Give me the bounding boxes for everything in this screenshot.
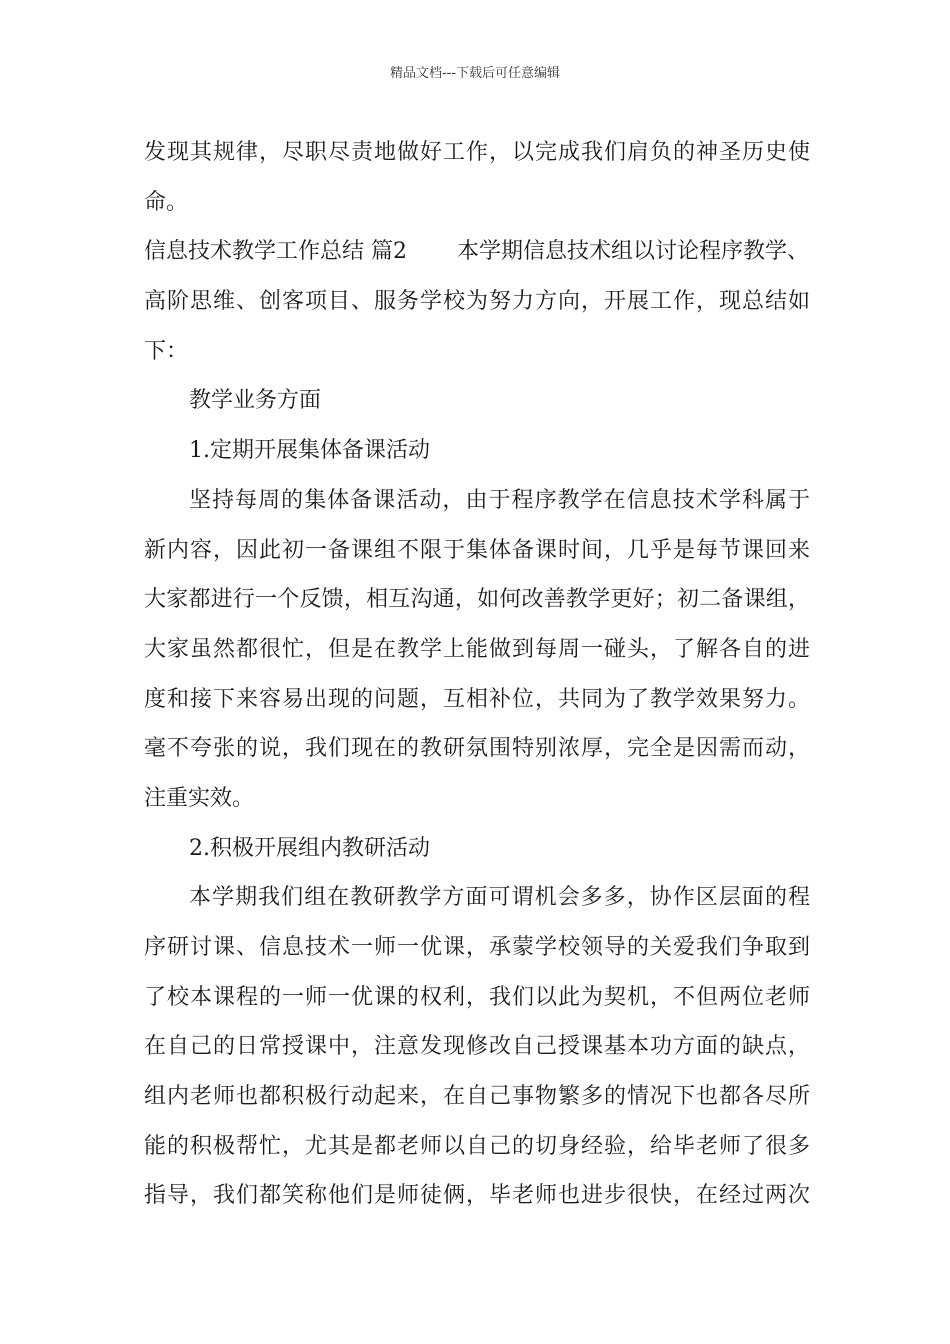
subheading: 2.积极开展组内教研活动 (189, 835, 430, 861)
paragraph-line: 坚持每周的集体备课活动，由于程序教学在信息技术学科属于 (189, 487, 810, 513)
section-title: 信息技术教学工作总结 篇2 (144, 239, 407, 265)
paragraph-line: 序研讨课、信息技术一师一优课，承蒙学校领导的关爱我们争取到 (144, 935, 810, 960)
paragraph-line: 度和接下来容易出现的问题，互相补位，共同为了教学效果努力。 (144, 686, 810, 712)
paragraph-line: 能的积极帮忙，尤其是都老师以自己的切身经验，给毕老师了很多 (144, 1133, 810, 1159)
paragraph-line: 指导，我们都笑称他们是师徒俩，毕老师也进步很快，在经过两次 (144, 1183, 810, 1209)
section-heading-line (144, 227, 810, 277)
paragraph-line: 新内容，因此初一备课组不限于集体备课时间，几乎是每节课回来 (144, 537, 810, 563)
page-header: 精品文档---下载后可任意编辑 (389, 66, 561, 81)
subheading: 1.定期开展集体备课活动 (189, 438, 430, 464)
paragraph-line: 组内老师也都积极行动起来，在自己事物繁多的情况下也都各尽所 (144, 1084, 810, 1110)
paragraph-line: 命。 (144, 189, 189, 215)
paragraph-line: 大家都进行一个反馈，相互沟通，如何改善教学更好；初二备课组， (144, 587, 810, 613)
subheading: 教学业务方面 (189, 388, 322, 414)
section-intro: 本学期信息技术组以讨论程序教学、 (457, 239, 810, 265)
paragraph-line: 毫不夸张的说，我们现在的教研氛围特别浓厚，完全是因需而动， (144, 736, 810, 762)
document-body (144, 128, 810, 1221)
paragraph-line: 大家虽然都很忙，但是在教学上能做到每周一碰头，了解各自的进 (144, 636, 810, 662)
paragraph-line: 注重实效。 (144, 785, 255, 811)
paragraph-line: 了校本课程的一师一优课的权利，我们以此为契机，不但两位老师 (144, 984, 810, 1010)
paragraph-line: 本学期我们组在教研教学方面可谓机会多多，协作区层面的程 (189, 885, 810, 911)
paragraph-line: 在自己的日常授课中，注意发现修改自己授课基本功方面的缺点， (144, 1034, 810, 1060)
paragraph-line: 高阶思维、创客项目、服务学校为努力方向，开展工作，现总结如 (144, 289, 810, 315)
paragraph-line: 发现其规律，尽职尽责地做好工作，以完成我们肩负的神圣历史使 (144, 140, 810, 165)
paragraph-line: 下： (144, 338, 189, 364)
